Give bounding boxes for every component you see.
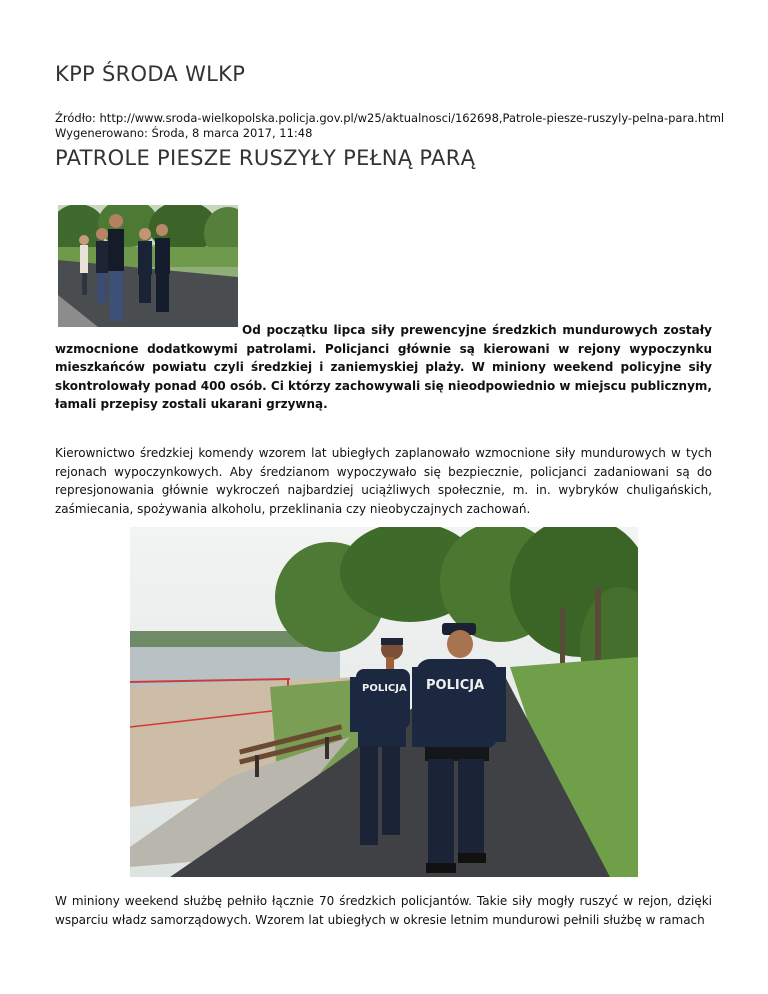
vest-label-left: POLICJA [362,683,407,694]
generated-line: Wygenerowano: Środa, 8 marca 2017, 11:48 [55,126,313,140]
article-main-photo [130,527,638,877]
article-paragraph-2: W miniony weekend służbę pełniło łącznie 70 średzkich policjantów. Takie siły mogły ruszyć w rejon, dzięki wsparciu władz samorządowych. Wzorem lat ubiegłych w okresie letnim mundurowi pełnili służbę w ramach [55,894,712,927]
article-thumbnail-photo [58,205,238,327]
site-title: KPP ŚRODA WLKP [55,62,246,86]
article-lead: Od początku lipca siły prewencyjne średzkich mundurowych zostały wzmocnione dodatkowymi patrolami. Policjanci głównie są kierowani w rejony wypoczynku mieszkańców powiatu czyli średzkiej i zaniemyskiej plaży. W miniony weekend policyjne siły skontrolowały ponad 400 osób. Ci którzy zachowywali się nieodpowiednio w miejscu publicznym, łamali przepisy zostali ukarani grzywną. [55,323,712,411]
document-meta [55,111,724,141]
article-paragraph-1: Kierownictwo średzkiej komendy wzorem lat ubiegłych zaplanowało wzmocnione siły mundurowych w tych rejonach wypoczynkowych. Aby średzianom wypoczywało się bezpiecznie, policjanci zadaniowani są do represjonowania głównie wykroczeń najbardziej uciążliwych społecznie, m. in. wybryków chuligańskich, zaśmiecania, spożywania alkoholu, przeklinania czy nieobyczajnych zachowań. [55,446,712,516]
article-title: PATROLE PIESZE RUSZYŁY PEŁNĄ PARĄ [55,146,476,170]
vest-label-right: POLICJA [426,678,485,693]
source-line: Źródło: http://www.sroda-wielkopolska.policja.gov.pl/w25/aktualnosci/162698,Patrole-piesze-ruszyly-pelna-para.html [55,111,725,125]
